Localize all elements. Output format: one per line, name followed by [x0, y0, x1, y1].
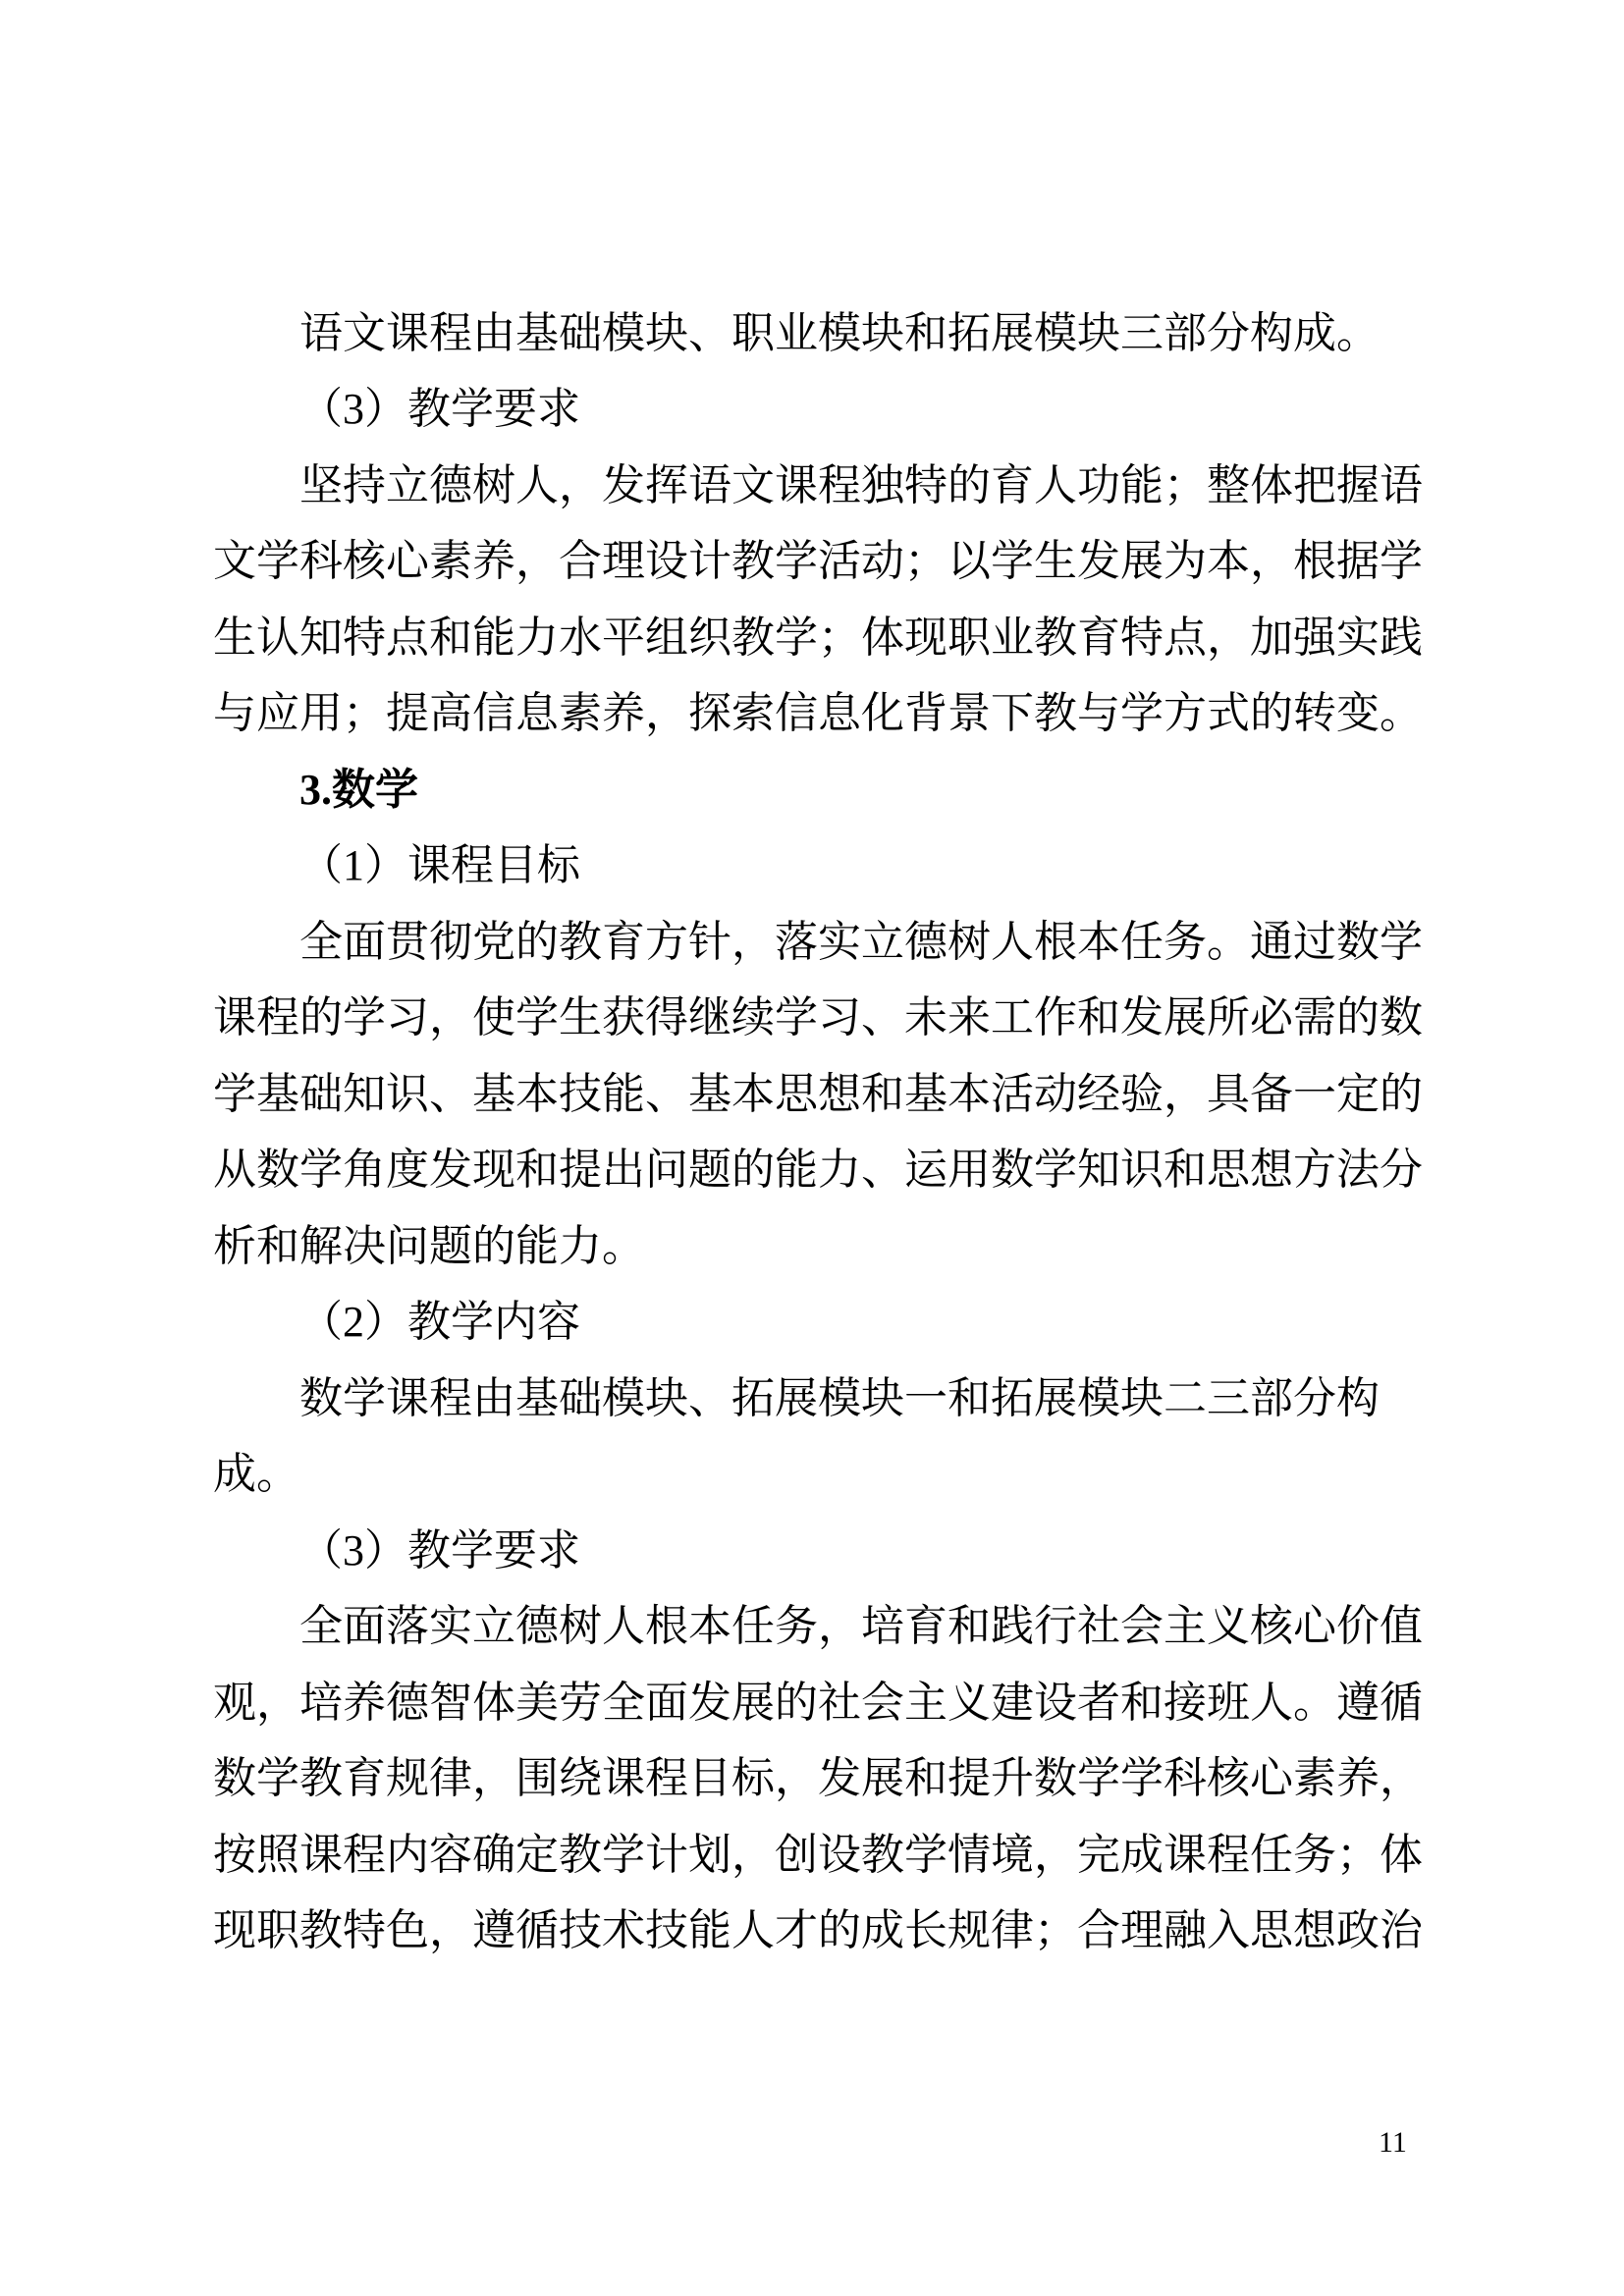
text-line: 成。: [213, 1450, 299, 1498]
text-line: 析和解决问题的能力。: [213, 1222, 645, 1270]
text-line: 从数学角度发现和提出问题的能力、运用数学知识和思想方法分: [213, 1146, 1423, 1194]
text-line: 文学科核心素养，合理设计教学活动；以学生发展为本，根据学: [213, 537, 1423, 585]
text-line: 语文课程由基础模块、职业模块和拓展模块三部分构成。: [299, 309, 1380, 357]
text-line: 生认知特点和能力水平组织教学；体现职业教育特点，加强实践: [213, 614, 1423, 662]
text-line: 现职教特色，遵循技术技能人才的成长规律；合理融入思想政治: [213, 1906, 1423, 1954]
page-number: 11: [1379, 2126, 1407, 2159]
text-line: 数学教育规律，围绕课程目标，发展和提升数学学科核心素养，: [213, 1754, 1423, 1802]
text-line: 观，培养德智体美劳全面发展的社会主义建设者和接班人。遵循: [213, 1679, 1423, 1727]
subheading-teaching-requirements: （3）教学要求: [299, 385, 580, 433]
subheading-course-objectives: （1）课程目标: [299, 841, 580, 889]
text-line: 课程的学习，使学生获得继续学习、未来工作和发展所必需的数: [213, 993, 1423, 1041]
subheading-teaching-requirements: （3）教学要求: [299, 1526, 580, 1575]
text-line: 与应用；提高信息素养，探索信息化背景下教与学方式的转变。: [213, 689, 1423, 737]
text-line: 学基础知识、基本技能、基本思想和基本活动经验，具备一定的: [213, 1070, 1423, 1118]
text-line: 按照课程内容确定教学计划，创设教学情境，完成课程任务；体: [213, 1831, 1423, 1879]
heading-math-section: 3.数学: [299, 766, 418, 814]
text-line: 坚持立德树人，发挥语文课程独特的育人功能；整体把握语: [299, 461, 1423, 509]
subheading-teaching-content: （2）教学内容: [299, 1298, 580, 1346]
text-line: 数学课程由基础模块、拓展模块一和拓展模块二三部分构: [299, 1374, 1380, 1422]
text-line: 全面落实立德树人根本任务，培育和践行社会主义核心价值: [299, 1602, 1423, 1650]
text-line: 全面贯彻党的教育方针，落实立德树人根本任务。通过数学: [299, 918, 1423, 966]
